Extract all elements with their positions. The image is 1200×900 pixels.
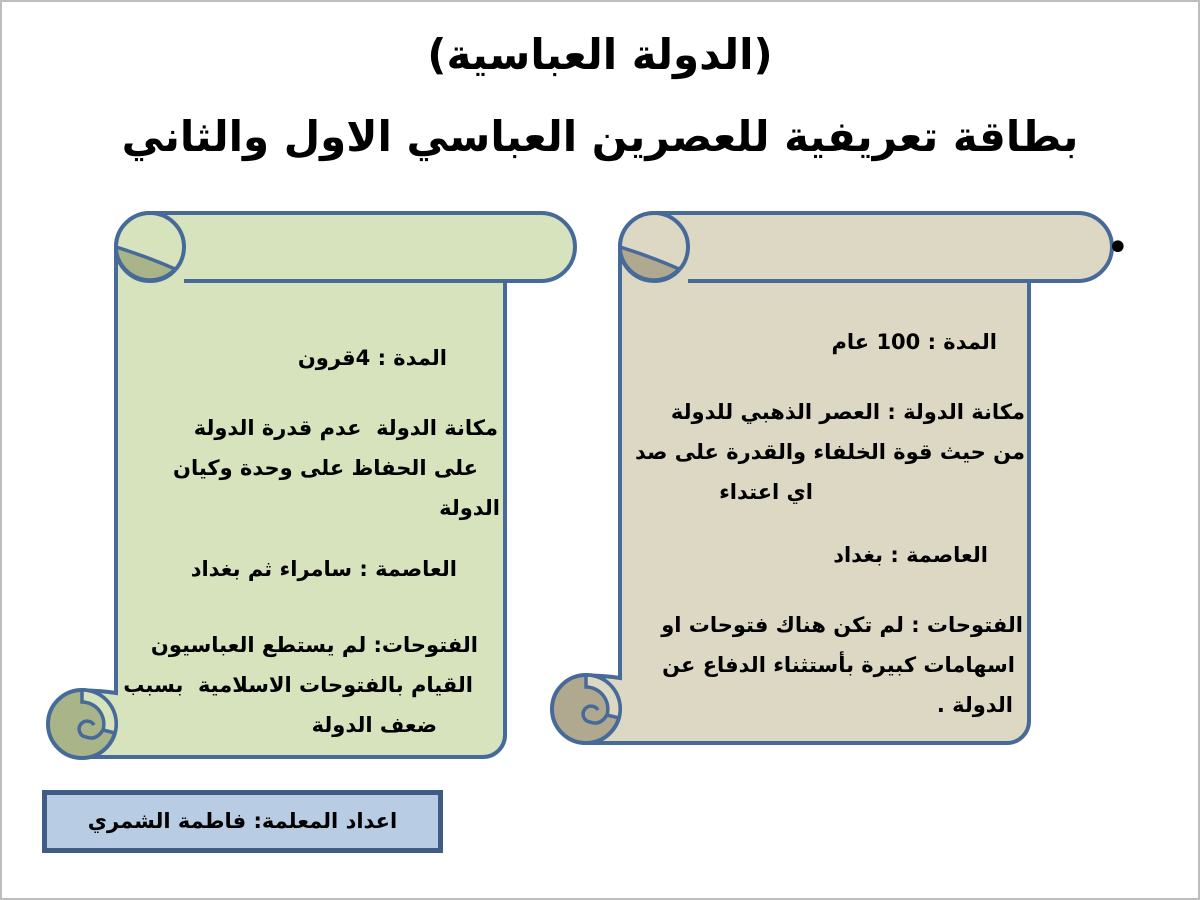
right-scroll-line-status-2: من حيث قوة الخلفاء والقدرة على صد bbox=[635, 440, 1025, 464]
left-scroll-line-status-1: مكانة الدولة عدم قدرة الدولة bbox=[193, 416, 498, 440]
right-scroll-text bbox=[635, 322, 1025, 725]
left-scroll-line-conquests-1: الفتوحات: لم يستطع العباسيون bbox=[150, 633, 478, 657]
right-scroll-line-status-1: مكانة الدولة : العصر الذهبي للدولة bbox=[670, 400, 1025, 424]
right-scroll-line-capital: العاصمة : بغداد bbox=[833, 543, 988, 567]
right-scroll-line-conquests-1: الفتوحات : لم تكن هناك فتوحات او bbox=[661, 613, 1023, 637]
left-scroll-line-capital: العاصمة : سامراء ثم بغداد bbox=[190, 557, 457, 581]
left-scroll-line-conquests-2: القيام بالفتوحات الاسلامية بسبب bbox=[123, 673, 473, 697]
bullet-point: • bbox=[1106, 225, 1130, 271]
right-scroll-line-status-3: اي اعتداء bbox=[719, 480, 813, 504]
left-scroll-text bbox=[123, 338, 500, 745]
left-scroll-line-status-3: الدولة bbox=[439, 496, 500, 520]
right-scroll-line-duration: المدة : 100 عام bbox=[831, 330, 997, 354]
left-scroll-line-duration: المدة : 4قرون bbox=[297, 346, 447, 370]
left-scroll-line-status-2: على الحفاظ على وحدة وكيان bbox=[173, 456, 478, 480]
title-line-1: (الدولة العباسية) bbox=[427, 30, 773, 79]
right-scroll-line-conquests-3: الدولة . bbox=[936, 693, 1013, 717]
left-scroll-line-conquests-3: ضعف الدولة bbox=[311, 713, 437, 737]
title-line-2: بطاقة تعريفية للعصرين العباسي الاول والثاني bbox=[121, 112, 1079, 161]
teacher-credit-text: اعداد المعلمة: فاطمة الشمري bbox=[87, 809, 398, 833]
teacher-credit-box bbox=[42, 790, 443, 853]
right-scroll-line-conquests-2: اسهامات كبيرة بأستثناء الدفاع عن bbox=[662, 653, 1015, 677]
